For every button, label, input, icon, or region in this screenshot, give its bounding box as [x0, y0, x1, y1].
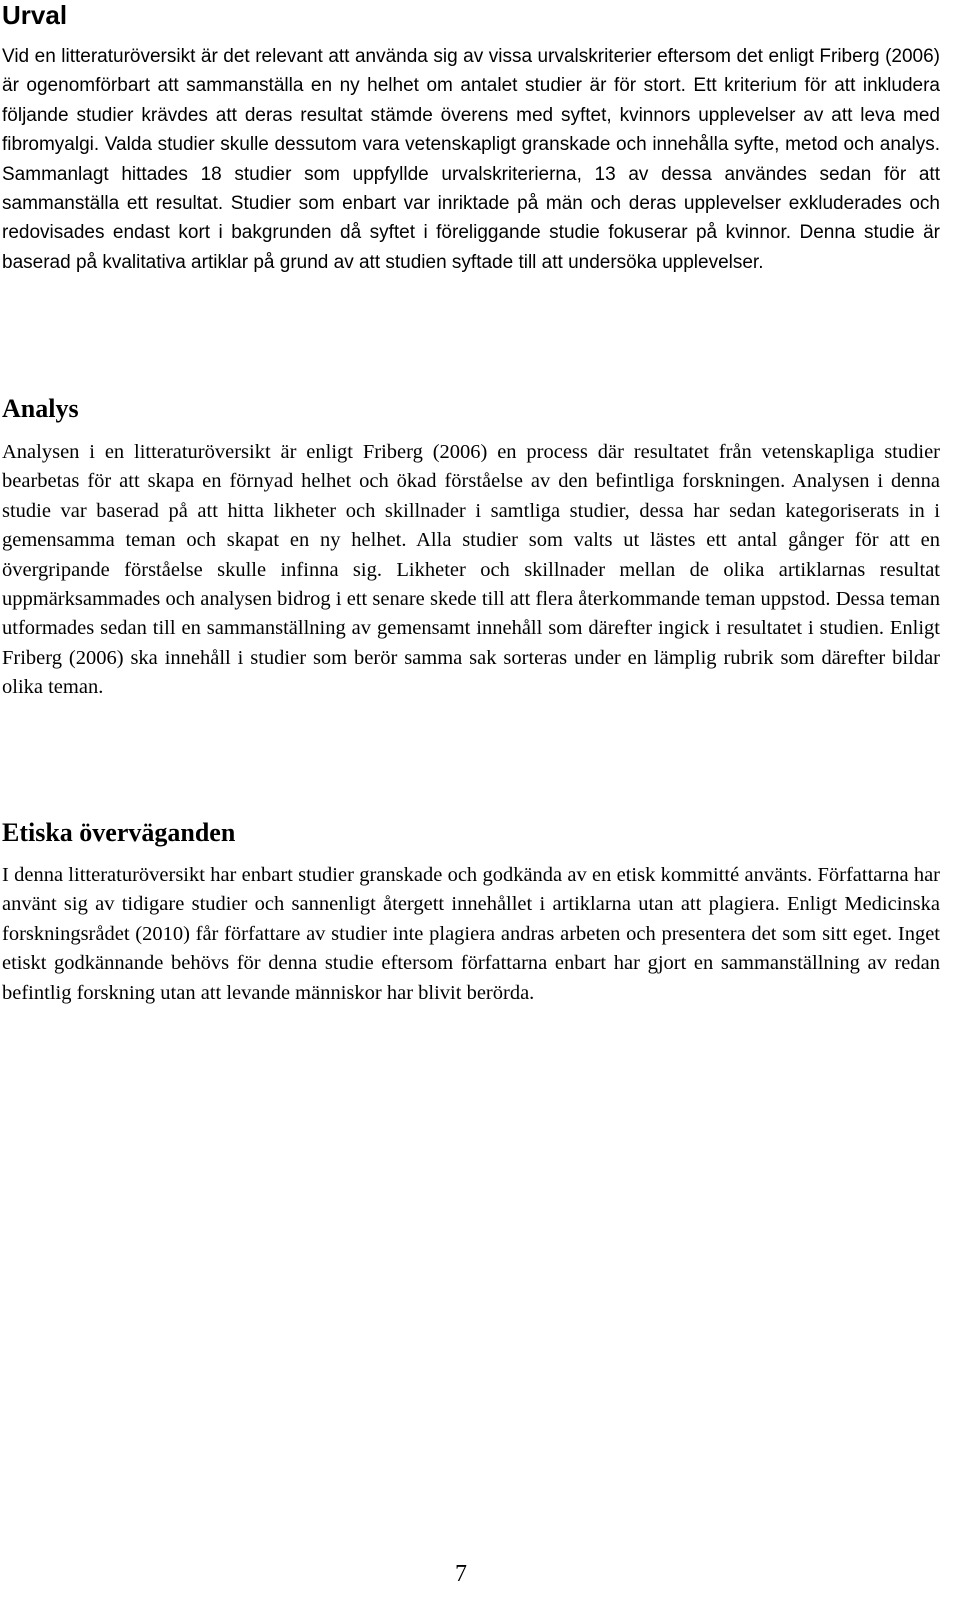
section-heading-analys: Analys: [2, 394, 79, 423]
section-heading-etiska-overvaganden: Etiska överväganden: [2, 818, 236, 847]
section-body-etiska-overvaganden: I denna litteraturöversikt har enbart studier granskade och godkända av en etisk kommitté använts. Författarna har använt sig av tidigare studier och sannenligt återgett innehållet i artiklarna utan att plagiera. Enligt Medicinska forskningsrådet (2010) får författare av studier inte plagiera andras arbeten och presentera det som sitt eget. Inget etiskt godkännande behövs för denna studie eftersom författarna enbart har gjort en sammanställning av redan befintlig forskning utan att levande människor har blivit berörda.: [2, 864, 940, 1004]
section-heading-urval: Urval: [2, 0, 68, 30]
page-number: 7: [455, 1561, 467, 1587]
section-body-urval: Vid en litteraturöversikt är det relevant att använda sig av vissa urvalskriterier eftersom det enligt Friberg (2006) är ogenomförbart att sammanställa en ny helhet om antalet studier är för stort. Ett kriterium för att inkludera följande studier krävdes att deras resultat stämde överens med syftet, kvinnors upplevelser av att leva med fibromyalgi. Valda studier skulle dessutom vara vetenskapligt granskade och innehålla syfte, metod och analys. Sammanlagt hittades 18 studier som uppfyllde urvalskriterierna, 13 av dessa användes sedan för att sammanställa ett resultat. Studier som enbart var inriktade på män och deras upplevelser exkluderades och redovisades endast kort i bakgrunden då syftet i föreliggande studie fokuserar på kvinnor. Denna studie är baserad på kvalitativa artiklar på grund av att studien syftade till att undersöka upplevelser.: [2, 46, 940, 273]
section-body-analys: Analysen i en litteraturöversikt är enligt Friberg (2006) en process där resultatet från vetenskapliga studier bearbetas för att skapa en förnyad helhet och ökad förståelse av den befintliga forskningen. Analysen i denna studie var baserad på att hitta likheter och skillnader i samtliga studier, dessa har sedan kategoriserats in i gemensamma teman och skapat en ny helhet. Alla studier som valts ut lästes ett antal gånger för att en övergripande förståelse skulle infinna sig. Likheter och skillnader mellan de olika artiklarnas resultat uppmärksammades och analysen bidrog i ett senare skede till att flera återkommande teman uppstod. Dessa teman utformades sedan till en sammanställning av gemensamt innehåll som därefter ingick i resultatet i studien. Enligt Friberg (2006) ska innehåll i studier som berör samma sak sorteras under en lämplig rubrik som därefter bildar olika teman.: [2, 441, 940, 699]
